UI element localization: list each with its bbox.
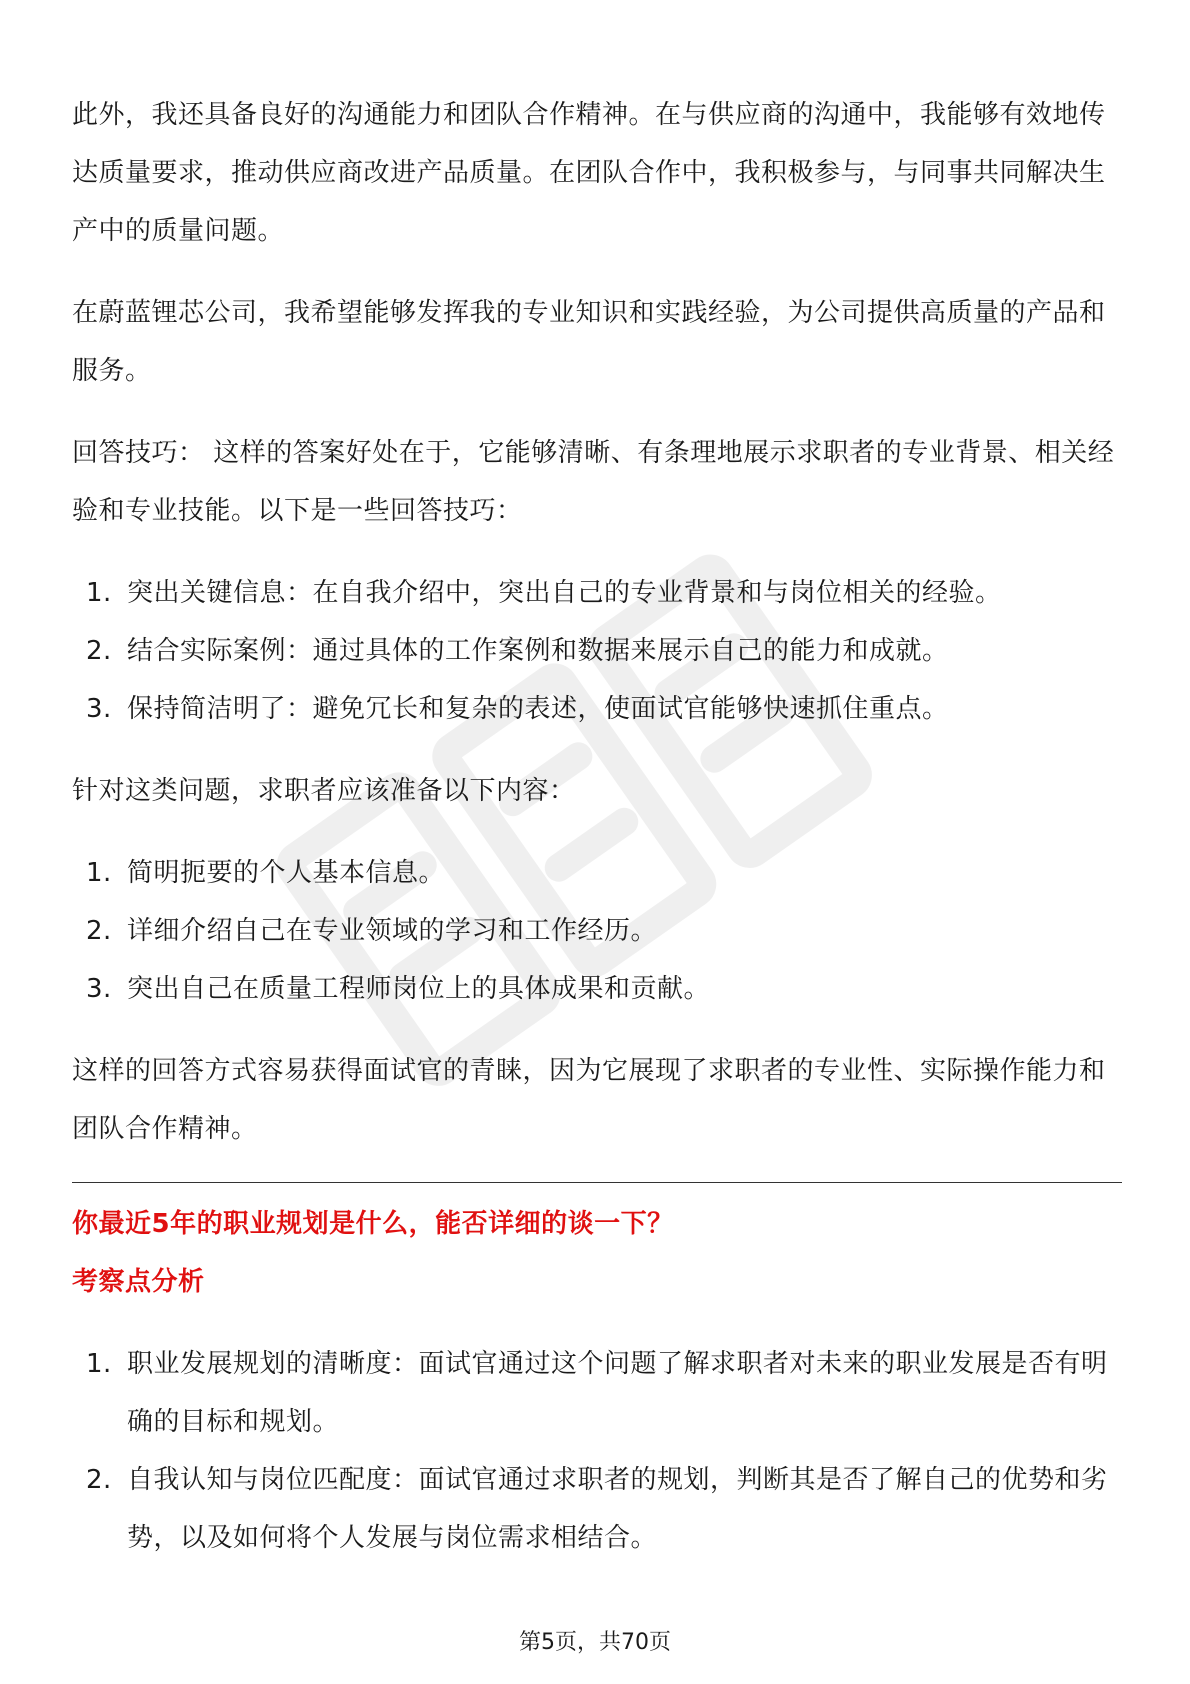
- list-item: 3. 突出自己在质量工程师岗位上的具体成果和贡献。: [86, 974, 711, 1004]
- list-item: 3. 保持简洁明了：避免冗长和复杂的表述，使面试官能够快速抓住重点。: [86, 694, 949, 724]
- section-divider: [72, 1182, 1122, 1183]
- list-item: 1. 职业发展规划的清晰度：面试官通过这个问题了解求职者对未来的职业发展是否有明确的目标和规划。: [86, 1349, 1108, 1437]
- document-page: [72, 86, 1122, 1591]
- paragraph-prep-intro: 针对这类问题，求职者应该准备以下内容：: [72, 776, 576, 806]
- page-number: 第5页，共70页: [519, 1630, 671, 1655]
- list-item: 2. 详细介绍自己在专业领域的学习和工作经历。: [86, 916, 658, 946]
- analysis-subheading: 考察点分析: [72, 1267, 205, 1297]
- prep-list: [72, 844, 1122, 1018]
- list-item: 2. 自我认知与岗位匹配度：面试官通过求职者的规划，判断其是否了解自己的优势和劣势，以及如何将个人发展与岗位需求相结合。: [86, 1465, 1108, 1553]
- list-item: 1. 简明扼要的个人基本信息。: [86, 858, 446, 888]
- paragraph-conclusion: 这样的回答方式容易获得面试官的青睐，因为它展现了求职者的专业性、实际操作能力和团队合作精神。: [72, 1056, 1106, 1144]
- question-heading: 你最近5年的职业规划是什么，能否详细的谈一下？: [72, 1209, 674, 1239]
- list-item: 1. 突出关键信息：在自我介绍中，突出自己的专业背景和与岗位相关的经验。: [86, 578, 1002, 608]
- paragraph-communication: 此外，我还具备良好的沟通能力和团队合作精神。在与供应商的沟通中，我能够有效地传达质量要求，推动供应商改进产品质量。在团队合作中，我积极参与，与同事共同解决生产中的质量问题。: [72, 100, 1106, 246]
- list-item: 2. 结合实际案例：通过具体的工作案例和数据来展示自己的能力和成就。: [86, 636, 949, 666]
- paragraph-answer-tips: 回答技巧： 这样的答案好处在于，它能够清晰、有条理地展示求职者的专业背景、相关经验和专业技能。以下是一些回答技巧：: [72, 438, 1115, 526]
- analysis-points-list: [72, 1335, 1122, 1567]
- paragraph-company-goal: 在蔚蓝锂芯公司，我希望能够发挥我的专业知识和实践经验，为公司提供高质量的产品和服务。: [72, 298, 1106, 386]
- tips-list: [72, 564, 1122, 738]
